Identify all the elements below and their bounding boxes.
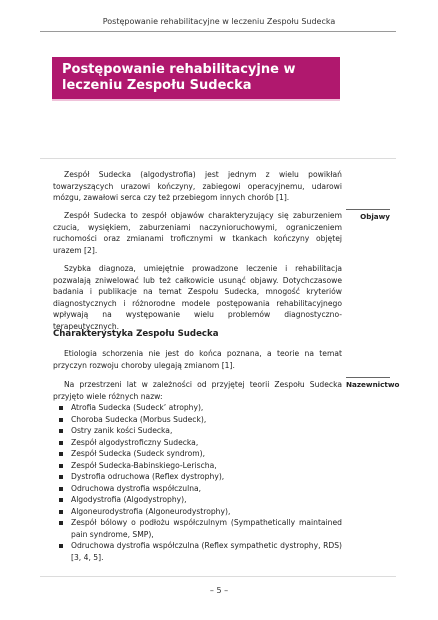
- section-heading: Charakterystyka Zespołu Sudecka: [53, 329, 219, 339]
- bullet-icon: [59, 441, 63, 445]
- margin-note-label: Nazewnictwo: [346, 380, 400, 389]
- bullet-icon: [59, 452, 63, 456]
- footer-divider: [40, 576, 396, 577]
- bullet-icon: [59, 544, 63, 548]
- names-list: [58, 402, 342, 563]
- list-item: Zespół algodystroficzny Sudecka,: [58, 437, 342, 449]
- bullet-icon: [59, 498, 63, 502]
- list-item: Atrofia Sudecka (Sudeck’ atrophy),: [58, 402, 342, 414]
- bullet-icon: [59, 429, 63, 433]
- section-paragraph-2: [53, 379, 342, 402]
- margin-note-rule: [346, 209, 390, 210]
- margin-note-label: Objawy: [360, 212, 390, 221]
- bullet-icon: [59, 510, 63, 514]
- bullet-icon: [59, 487, 63, 491]
- section-paragraph-1: [53, 348, 342, 371]
- bullet-icon: [59, 475, 63, 479]
- paragraph: Zespół Sudecka to zespół objawów charakteryzujący się zaburzeniem czucia, wysiękiem, zaburzeniami naczynioruchowymi, ograniczeniem ruchomości oraz zmianami troficznymi w tkankach kończyny objętej urazem [2].: [53, 211, 342, 255]
- paragraph: Szybka diagnoza, umiejętnie prowadzone leczenie i rehabilitacja pozwalają zniwelować lub też całkowicie usunąć objawy. Dotychczasowe badania i publikacje na temat Zespołu Sudecka, mnogość kryteriów diagnostycznych i różnorodne modele postępowania rehabilitacyjnego wpływają na występowanie wielu problemów diagnostyczno-terapeutycznych.: [53, 264, 342, 331]
- bullet-icon: [59, 418, 63, 422]
- margin-note-nazewnictwo: [346, 380, 400, 389]
- chapter-title: Postępowanie rehabilitacyjne w leczeniu Zespołu Sudecka: [62, 62, 296, 93]
- margin-note-objawy: [346, 212, 390, 221]
- list-item: Zespół bólowy o podłożu współczulnym (Sympathetically maintained pain syndrome, SMP),: [58, 517, 342, 540]
- paragraph: Na przestrzeni lat w zależności od przyjętej teorii Zespołu Sudecka przyjęto wiele różnych nazw:: [53, 380, 342, 401]
- margin-note-rule: [346, 377, 390, 378]
- running-header: Postępowanie rehabilitacyjne w leczeniu Zespołu Sudecka: [102, 17, 336, 26]
- paragraph: Zespół Sudecka (algodystrofia) jest jednym z wielu powikłań towarzyszących urazowi kończyny, zabiegowi operacyjnemu, udarowi mózgu, zawałowi serca czy też przebiegom innych chorób [1].: [53, 170, 342, 202]
- title-accent-line: [52, 99, 340, 101]
- intro-paragraph-2: [53, 210, 342, 256]
- intro-paragraph-3: [53, 263, 342, 332]
- bullet-icon: [59, 464, 63, 468]
- bullet-icon: [59, 521, 63, 525]
- list-item: Odruchowa dystrofia współczulna,: [58, 483, 342, 495]
- header-divider: [40, 31, 396, 32]
- list-item: Odruchowa dystrofia współczulna (Reflex sympathetic dystrophy, RDS) [3, 4, 5].: [58, 540, 342, 563]
- list-item: Ostry zanik kości Sudecka,: [58, 425, 342, 437]
- bullet-icon: [59, 406, 63, 410]
- list-item: Algoneurodystrofia (Algoneurodystrophy),: [58, 506, 342, 518]
- paragraph: Etiologia schorzenia nie jest do końca poznana, a teorie na temat przyczyn rozwoju choroby ulegają zmianom [1].: [53, 349, 342, 370]
- list-item: Choroba Sudecka (Morbus Sudeck),: [58, 414, 342, 426]
- list-item: Algodystrofia (Algodystrophy),: [58, 494, 342, 506]
- section-divider: [40, 158, 396, 159]
- page-number: – 5 –: [209, 586, 229, 595]
- list-item: Zespół Sudecka (Sudeck syndrom),: [58, 448, 342, 460]
- list-item: Dystrofia odruchowa (Reflex dystrophy),: [58, 471, 342, 483]
- list-item: Zespół Sudecka-Babinskiego-Lerischa,: [58, 460, 342, 472]
- intro-paragraph-1: [53, 169, 342, 204]
